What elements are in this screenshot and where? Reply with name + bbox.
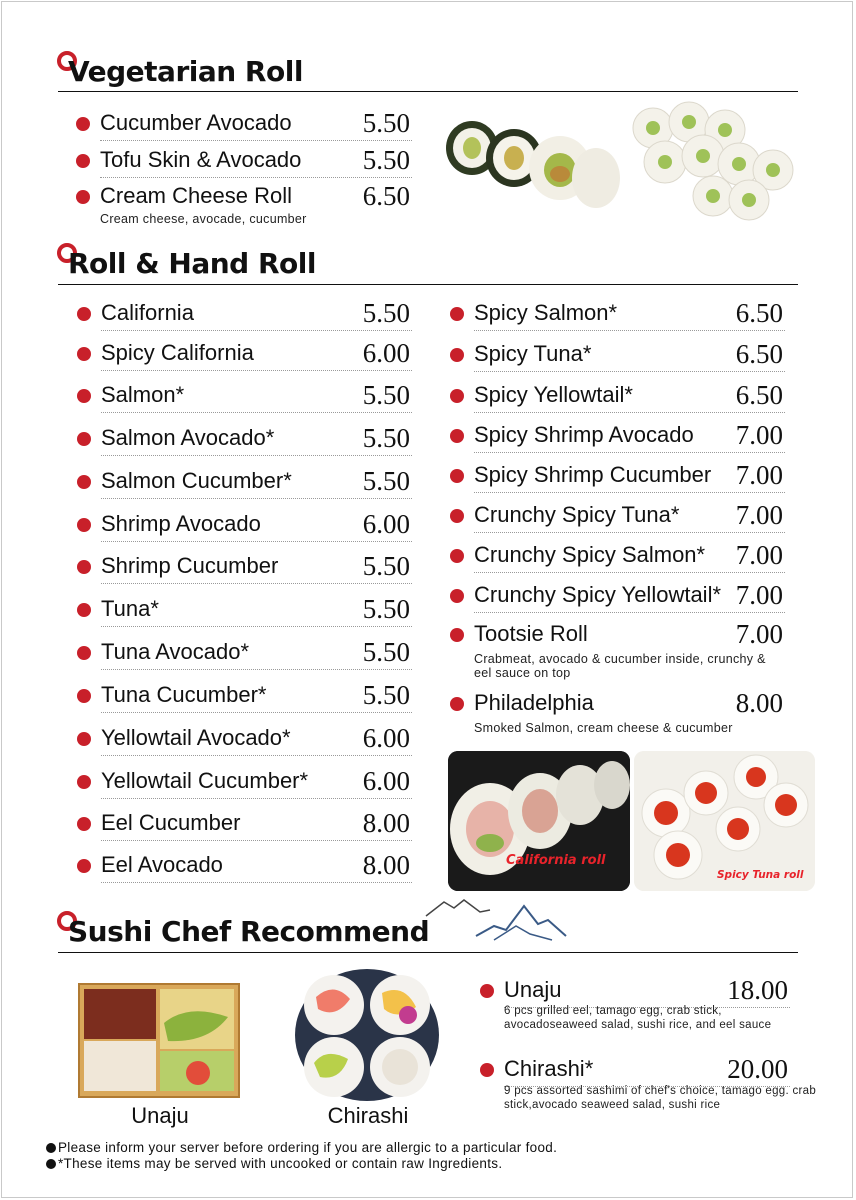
item-name: Shrimp Cucumber	[101, 553, 279, 578]
allergy-notes	[46, 1140, 557, 1172]
menu-item-philadelphia	[474, 688, 785, 735]
menu-item-spicy-yellowtail	[474, 380, 785, 413]
menu-item-spicy-shrimp-avocado	[474, 420, 785, 453]
item-name: Spicy Salmon*	[474, 300, 618, 325]
chirashi-photo	[292, 963, 442, 1103]
menu-item-crunchy-spicy-tuna	[474, 500, 785, 533]
item-name: Eel Avocado	[101, 852, 223, 877]
bullet-icon	[450, 509, 464, 523]
item-name: Unaju	[504, 977, 562, 1002]
item-name: Philadelphia	[474, 690, 594, 715]
item-price: 5.50	[362, 423, 410, 453]
item-name: Spicy Yellowtail*	[474, 382, 633, 407]
item-price: 6.00	[362, 723, 410, 753]
item-price: 5.50	[362, 298, 410, 328]
item-price: 5.50	[362, 108, 410, 138]
bullet-icon	[77, 646, 91, 660]
menu-item-shrimp-avocado	[101, 509, 412, 542]
menu-item-spicy-california	[101, 338, 412, 371]
section-title-roll-hand-roll: Roll & Hand Roll	[60, 250, 316, 278]
item-price: 6.50	[362, 181, 410, 211]
item-price: 6.50	[735, 339, 783, 369]
item-price: 5.50	[362, 594, 410, 624]
spicy-tuna-roll-photo	[634, 751, 815, 891]
plate-label-unaju: Unaju	[131, 1103, 189, 1128]
menu-item-spicy-tuna	[474, 339, 785, 372]
bullet-icon	[450, 348, 464, 362]
menu-item-shrimp-cucumber	[101, 551, 412, 584]
menu-item-salmon-cucumber	[101, 466, 412, 499]
item-price: 8.00	[362, 808, 410, 838]
item-name: Tuna Cucumber*	[101, 682, 267, 707]
unaju-photo	[78, 983, 240, 1098]
photo-caption: California roll	[506, 853, 606, 868]
bullet-icon	[77, 347, 91, 361]
item-price: 6.50	[735, 380, 783, 410]
menu-item-tuna-avocado	[101, 637, 412, 670]
menu-item-tofu-skin-avocado	[100, 145, 412, 178]
item-price: 6.50	[735, 298, 783, 328]
section-divider	[58, 284, 798, 285]
menu-item-crunchy-spicy-yellowtail	[474, 580, 785, 613]
menu-item-tuna	[101, 594, 412, 627]
bullet-icon	[450, 307, 464, 321]
mountain-icon	[424, 896, 569, 946]
menu-item-tuna-cucumber	[101, 680, 412, 713]
item-price: 7.00	[735, 460, 783, 490]
item-name: Spicy California	[101, 340, 254, 365]
item-name: Spicy Shrimp Avocado	[474, 422, 694, 447]
item-description: 9 pcs assorted sashimi of chef's choice, tamago egg. crab stick,avocado seaweed salad, sushi rice	[504, 1085, 817, 1111]
bullet-icon	[450, 389, 464, 403]
item-price: 5.50	[362, 145, 410, 175]
bullet-icon	[77, 689, 91, 703]
item-price: 6.00	[362, 766, 410, 796]
item-name: Crunchy Spicy Salmon*	[474, 542, 706, 567]
bullet-icon	[76, 190, 90, 204]
item-price: 7.00	[735, 500, 783, 530]
item-name: Salmon Avocado*	[101, 425, 275, 450]
menu-item-chirashi	[504, 1054, 817, 1111]
bullet-icon	[77, 859, 91, 873]
bullet-icon	[450, 469, 464, 483]
vegetarian-roll-photo-1	[432, 100, 622, 215]
item-name: Crunchy Spicy Tuna*	[474, 502, 680, 527]
item-name: Cream Cheese Roll	[100, 183, 292, 208]
item-name: Yellowtail Cucumber*	[101, 768, 309, 793]
menu-item-eel-cucumber	[101, 808, 412, 841]
item-price: 20.00	[727, 1054, 788, 1084]
menu-item-tootsie-roll	[474, 619, 785, 680]
item-name: Yellowtail Avocado*	[101, 725, 291, 750]
item-price: 6.00	[362, 338, 410, 368]
item-name: Tuna*	[101, 596, 159, 621]
bullet-icon	[450, 549, 464, 563]
item-description: Cream cheese, avocade, cucumber	[100, 212, 307, 226]
bullet-icon	[450, 589, 464, 603]
bullet-icon	[77, 817, 91, 831]
menu-item-crunchy-spicy-salmon	[474, 540, 785, 573]
item-price: 7.00	[735, 580, 783, 610]
menu-item-salmon-avocado	[101, 423, 412, 456]
item-name: Spicy Shrimp Cucumber	[474, 462, 712, 487]
item-price: 6.00	[362, 509, 410, 539]
menu-item-california	[101, 298, 412, 331]
menu-item-unaju	[504, 975, 790, 1031]
bullet-icon	[450, 628, 464, 642]
california-roll-photo	[448, 751, 630, 891]
section-divider	[58, 952, 798, 953]
item-price: 7.00	[735, 619, 783, 649]
plate-label-chirashi: Chirashi	[327, 1103, 409, 1128]
item-name: Salmon Cucumber*	[101, 468, 292, 493]
bullet-icon	[77, 732, 91, 746]
menu-item-eel-avocado	[101, 850, 412, 883]
vegetarian-roll-photo-2	[625, 100, 800, 225]
item-name: Tootsie Roll	[474, 621, 588, 646]
item-price: 5.50	[362, 466, 410, 496]
bullet-icon	[77, 603, 91, 617]
item-price: 5.50	[362, 380, 410, 410]
item-name: Salmon*	[101, 382, 185, 407]
bullet-icon	[76, 154, 90, 168]
item-price: 7.00	[735, 420, 783, 450]
item-price: 5.50	[362, 637, 410, 667]
menu-item-salmon	[101, 380, 412, 413]
item-description: Smoked Salmon, cream cheese & cucumber	[474, 721, 733, 735]
menu-item-spicy-salmon	[474, 298, 785, 331]
item-price: 8.00	[735, 688, 783, 718]
menu-item-cucumber-avocado	[100, 108, 412, 141]
item-name: Spicy Tuna*	[474, 341, 592, 366]
bullet-icon	[480, 984, 494, 998]
item-name: California	[101, 300, 194, 325]
item-name: Tofu Skin & Avocado	[100, 147, 302, 172]
menu-item-yellowtail-cucumber	[101, 766, 412, 799]
bullet-icon	[77, 518, 91, 532]
item-price: 18.00	[727, 975, 788, 1005]
photo-caption: Spicy Tuna roll	[717, 869, 804, 881]
menu-item-yellowtail-avocado	[101, 723, 412, 756]
bullet-icon	[77, 432, 91, 446]
section-title-sushi-chef-recommend: Sushi Chef Recommend	[60, 918, 429, 946]
bullet-icon	[46, 1159, 56, 1169]
bullet-icon	[46, 1143, 56, 1153]
item-price: 7.00	[735, 540, 783, 570]
bullet-icon	[450, 697, 464, 711]
item-name: Cucumber Avocado	[100, 110, 292, 135]
item-description: 6 pcs grilled eel, tamago egg, crab stick, avocadoseaweed salad, sushi rice, and eel sauce	[504, 1005, 772, 1031]
bullet-icon	[77, 560, 91, 574]
section-divider	[58, 91, 798, 92]
item-price: 8.00	[362, 850, 410, 880]
item-name: Tuna Avocado*	[101, 639, 250, 664]
item-name: Chirashi*	[504, 1056, 594, 1081]
bullet-icon	[77, 389, 91, 403]
item-price: 5.50	[362, 680, 410, 710]
note-line: Please inform your server before ordering if you are allergic to a particular food.	[46, 1140, 557, 1156]
section-title-vegetarian: Vegetarian Roll	[60, 58, 303, 86]
bullet-icon	[77, 775, 91, 789]
bullet-icon	[77, 475, 91, 489]
bullet-icon	[480, 1063, 494, 1077]
bullet-icon	[450, 429, 464, 443]
item-name: Crunchy Spicy Yellowtail*	[474, 582, 722, 607]
bullet-icon	[77, 307, 91, 321]
note-line: *These items may be served with uncooked or contain raw Ingredients.	[46, 1156, 557, 1172]
menu-item-spicy-shrimp-cucumber	[474, 460, 785, 493]
item-description: Crabmeat, avocado & cucumber inside, crunchy & eel sauce on top	[474, 652, 766, 680]
item-price: 5.50	[362, 551, 410, 581]
item-name: Eel Cucumber	[101, 810, 241, 835]
item-name: Shrimp Avocado	[101, 511, 261, 536]
bullet-icon	[76, 117, 90, 131]
menu-item-cream-cheese-roll	[100, 181, 412, 226]
